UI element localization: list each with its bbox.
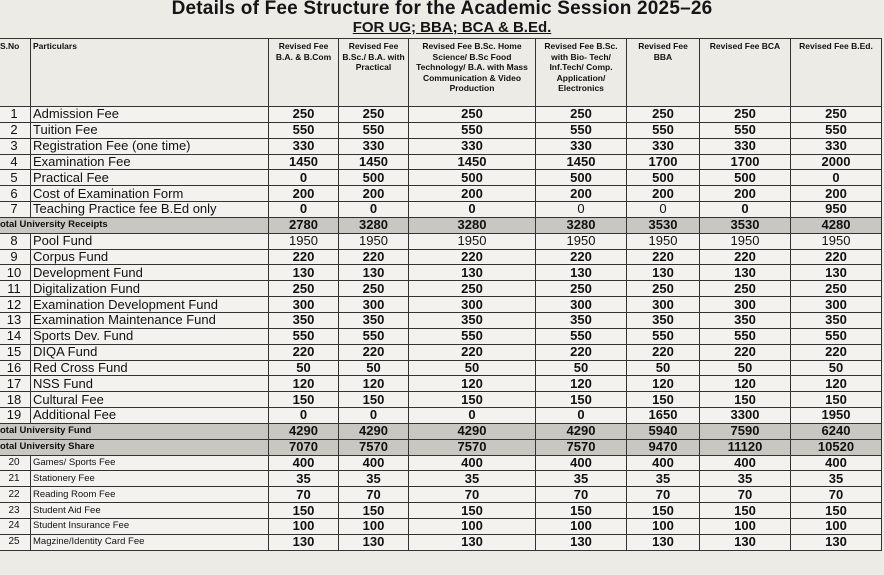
table-row	[0, 455, 882, 471]
row-sno: 11	[0, 281, 31, 297]
fee-value-cell: 50	[700, 360, 791, 376]
fee-value-cell: 1450	[409, 154, 536, 170]
fee-value-cell: 100	[627, 518, 700, 534]
fee-value-cell: 400	[269, 455, 339, 471]
row-particular: Practical Fee	[31, 170, 269, 186]
fee-value-cell: 250	[536, 281, 627, 297]
header-bba: Revised Fee BBA	[627, 39, 700, 107]
fee-value-cell: 200	[409, 186, 536, 202]
fee-value-cell: 120	[536, 376, 627, 392]
table-row	[0, 186, 882, 202]
fee-value-cell: 130	[269, 265, 339, 281]
fee-value-cell: 1950	[536, 233, 627, 249]
fee-value-cell: 1950	[339, 233, 409, 249]
fee-value-cell: 10520	[791, 439, 882, 455]
row-sno: 19	[0, 408, 31, 424]
fee-value-cell: 120	[409, 376, 536, 392]
fee-value-cell: 220	[409, 249, 536, 265]
table-header-row	[0, 39, 882, 107]
fee-value-cell: 400	[700, 455, 791, 471]
fee-value-cell: 50	[791, 360, 882, 376]
fee-value-cell: 550	[269, 328, 339, 344]
total-row	[0, 423, 882, 439]
fee-value-cell: 250	[627, 281, 700, 297]
fee-value-cell: 220	[791, 249, 882, 265]
fee-value-cell: 3280	[536, 217, 627, 233]
table-row	[0, 297, 882, 313]
fee-value-cell: 250	[269, 107, 339, 123]
fee-value-cell: 0	[409, 408, 536, 424]
fee-value-cell: 0	[791, 170, 882, 186]
fee-value-cell: 70	[269, 487, 339, 503]
fee-value-cell: 50	[409, 360, 536, 376]
row-sno: 21	[0, 471, 31, 487]
fee-value-cell: 0	[627, 202, 700, 218]
fee-value-cell: 300	[536, 297, 627, 313]
table-row	[0, 265, 882, 281]
fee-value-cell: 100	[700, 518, 791, 534]
row-sno: 17	[0, 376, 31, 392]
fee-value-cell: 330	[791, 138, 882, 154]
row-particular: Corpus Fund	[31, 249, 269, 265]
fee-value-cell: 330	[700, 138, 791, 154]
header-bsc-ba-practical: Revised Fee B.Sc./ B.A. with Practical	[339, 39, 409, 107]
fee-value-cell: 500	[700, 170, 791, 186]
row-sno: 22	[0, 487, 31, 503]
fee-value-cell: 0	[409, 202, 536, 218]
row-particular: Digitalization Fund	[31, 281, 269, 297]
table-row	[0, 122, 882, 138]
table-row	[0, 170, 882, 186]
table-row	[0, 328, 882, 344]
fee-value-cell: 0	[339, 408, 409, 424]
fee-value-cell: 7570	[409, 439, 536, 455]
table-row	[0, 249, 882, 265]
row-sno: 12	[0, 297, 31, 313]
fee-value-cell: 300	[700, 297, 791, 313]
fee-value-cell: 400	[409, 455, 536, 471]
fee-value-cell: 50	[627, 360, 700, 376]
header-particulars: Particulars	[31, 39, 269, 107]
table-row	[0, 312, 882, 328]
row-particular: Examination Fee	[31, 154, 269, 170]
fee-value-cell: 250	[791, 281, 882, 297]
fee-value-cell: 35	[339, 471, 409, 487]
fee-value-cell: 2000	[791, 154, 882, 170]
header-home-science: Revised Fee B.Sc. Home Science/ B.Sc Food Technology/ B.A. with Mass Communication & Video Production	[409, 39, 536, 107]
row-sno: 14	[0, 328, 31, 344]
fee-value-cell: 150	[339, 392, 409, 408]
total-row	[0, 217, 882, 233]
row-particular: Pool Fund	[31, 233, 269, 249]
fee-value-cell: 550	[627, 328, 700, 344]
table-row	[0, 360, 882, 376]
table-row	[0, 344, 882, 360]
fee-value-cell: 400	[791, 455, 882, 471]
row-particular: Development Fund	[31, 265, 269, 281]
table-body	[0, 107, 882, 551]
fee-value-cell: 120	[791, 376, 882, 392]
fee-value-cell: 130	[536, 534, 627, 550]
row-particular: Cultural Fee	[31, 392, 269, 408]
fee-value-cell: 250	[409, 107, 536, 123]
fee-value-cell: 550	[791, 122, 882, 138]
fee-value-cell: 50	[269, 360, 339, 376]
row-sno: 16	[0, 360, 31, 376]
fee-value-cell: 250	[536, 107, 627, 123]
table-row	[0, 281, 882, 297]
row-sno: 25	[0, 534, 31, 550]
row-sno: 8	[0, 233, 31, 249]
fee-value-cell: 150	[791, 503, 882, 519]
fee-value-cell: 120	[339, 376, 409, 392]
table-row	[0, 233, 882, 249]
header-sno: S.No	[0, 39, 31, 107]
fee-value-cell: 120	[269, 376, 339, 392]
fee-value-cell: 7070	[269, 439, 339, 455]
fee-value-cell: 150	[269, 503, 339, 519]
row-particular: Student Insurance Fee	[31, 518, 269, 534]
fee-value-cell: 250	[269, 281, 339, 297]
fee-value-cell: 250	[339, 281, 409, 297]
fee-value-cell: 150	[409, 503, 536, 519]
fee-value-cell: 0	[269, 170, 339, 186]
fee-value-cell: 5940	[627, 423, 700, 439]
fee-value-cell: 130	[269, 534, 339, 550]
fee-value-cell: 550	[791, 328, 882, 344]
fee-value-cell: 250	[700, 107, 791, 123]
fee-value-cell: 1950	[409, 233, 536, 249]
fee-value-cell: 35	[700, 471, 791, 487]
table-row	[0, 518, 882, 534]
fee-value-cell: 130	[627, 534, 700, 550]
fee-value-cell: 35	[627, 471, 700, 487]
fee-structure-table	[0, 38, 882, 551]
fee-value-cell: 250	[339, 107, 409, 123]
fee-value-cell: 3530	[627, 217, 700, 233]
fee-value-cell: 130	[339, 534, 409, 550]
fee-value-cell: 300	[627, 297, 700, 313]
fee-value-cell: 150	[700, 503, 791, 519]
row-particular: Examination Maintenance Fund	[31, 312, 269, 328]
fee-value-cell: 0	[269, 202, 339, 218]
fee-value-cell: 200	[269, 186, 339, 202]
row-sno: 18	[0, 392, 31, 408]
fee-value-cell: 220	[627, 344, 700, 360]
fee-value-cell: 550	[269, 122, 339, 138]
row-sno: 24	[0, 518, 31, 534]
fee-value-cell: 100	[339, 518, 409, 534]
fee-value-cell: 2780	[269, 217, 339, 233]
table-row	[0, 376, 882, 392]
fee-value-cell: 400	[627, 455, 700, 471]
fee-value-cell: 120	[700, 376, 791, 392]
fee-value-cell: 220	[269, 344, 339, 360]
fee-value-cell: 250	[700, 281, 791, 297]
fee-value-cell: 400	[536, 455, 627, 471]
fee-value-cell: 130	[700, 534, 791, 550]
row-particular: Stationery Fee	[31, 471, 269, 487]
fee-value-cell: 150	[627, 392, 700, 408]
fee-value-cell: 4290	[536, 423, 627, 439]
fee-value-cell: 200	[536, 186, 627, 202]
fee-value-cell: 3280	[409, 217, 536, 233]
row-particular: Teaching Practice fee B.Ed only	[31, 202, 269, 218]
fee-value-cell: 1450	[269, 154, 339, 170]
row-particular: Games/ Sports Fee	[31, 455, 269, 471]
fee-value-cell: 130	[409, 534, 536, 550]
fee-value-cell: 350	[536, 312, 627, 328]
fee-value-cell: 550	[536, 122, 627, 138]
fee-value-cell: 150	[339, 503, 409, 519]
fee-value-cell: 35	[536, 471, 627, 487]
row-sno: 2	[0, 122, 31, 138]
fee-value-cell: 1950	[791, 408, 882, 424]
fee-value-cell: 550	[339, 328, 409, 344]
fee-value-cell: 7570	[536, 439, 627, 455]
row-particular: DIQA Fund	[31, 344, 269, 360]
fee-value-cell: 0	[536, 408, 627, 424]
fee-value-cell: 550	[536, 328, 627, 344]
fee-value-cell: 330	[536, 138, 627, 154]
fee-value-cell: 100	[536, 518, 627, 534]
fee-value-cell: 220	[627, 249, 700, 265]
fee-value-cell: 130	[536, 265, 627, 281]
fee-value-cell: 220	[339, 249, 409, 265]
fee-value-cell: 4290	[339, 423, 409, 439]
fee-value-cell: 330	[339, 138, 409, 154]
fee-value-cell: 1450	[536, 154, 627, 170]
row-sno: 5	[0, 170, 31, 186]
fee-value-cell: 500	[627, 170, 700, 186]
fee-value-cell: 950	[791, 202, 882, 218]
fee-value-cell: 150	[627, 503, 700, 519]
fee-value-cell: 70	[791, 487, 882, 503]
fee-value-cell: 350	[269, 312, 339, 328]
fee-value-cell: 500	[536, 170, 627, 186]
total-label: otal University Receipts	[0, 217, 269, 233]
header-ba-bcom: Revised Fee B.A. & B.Com	[269, 39, 339, 107]
fee-value-cell: 500	[339, 170, 409, 186]
fee-value-cell: 70	[409, 487, 536, 503]
fee-value-cell: 250	[627, 107, 700, 123]
row-sno: 13	[0, 312, 31, 328]
table-row	[0, 154, 882, 170]
fee-value-cell: 550	[627, 122, 700, 138]
fee-value-cell: 500	[409, 170, 536, 186]
fee-value-cell: 220	[409, 344, 536, 360]
fee-value-cell: 300	[269, 297, 339, 313]
fee-value-cell: 250	[409, 281, 536, 297]
row-sno: 10	[0, 265, 31, 281]
fee-value-cell: 550	[700, 122, 791, 138]
fee-value-cell: 350	[627, 312, 700, 328]
fee-value-cell: 200	[627, 186, 700, 202]
total-label: otal University Share	[0, 439, 269, 455]
table-row	[0, 503, 882, 519]
fee-value-cell: 150	[536, 392, 627, 408]
table-row	[0, 392, 882, 408]
fee-value-cell: 150	[536, 503, 627, 519]
fee-value-cell: 220	[700, 344, 791, 360]
fee-value-cell: 330	[409, 138, 536, 154]
page-subtitle: FOR UG; BBA; BCA & B.Ed.	[352, 19, 552, 36]
fee-value-cell: 400	[339, 455, 409, 471]
fee-value-cell: 130	[339, 265, 409, 281]
fee-value-cell: 330	[627, 138, 700, 154]
table-row	[0, 202, 882, 218]
fee-value-cell: 200	[700, 186, 791, 202]
fee-value-cell: 550	[700, 328, 791, 344]
fee-value-cell: 350	[409, 312, 536, 328]
table-row	[0, 107, 882, 123]
fee-value-cell: 3300	[700, 408, 791, 424]
fee-value-cell: 350	[339, 312, 409, 328]
row-particular: Admission Fee	[31, 107, 269, 123]
header-bed: Revised Fee B.Ed.	[791, 39, 882, 107]
fee-value-cell: 220	[791, 344, 882, 360]
fee-value-cell: 7570	[339, 439, 409, 455]
fee-value-cell: 7590	[700, 423, 791, 439]
fee-value-cell: 1950	[627, 233, 700, 249]
fee-value-cell: 70	[536, 487, 627, 503]
fee-value-cell: 0	[700, 202, 791, 218]
fee-value-cell: 70	[339, 487, 409, 503]
fee-value-cell: 250	[791, 107, 882, 123]
fee-value-cell: 3530	[700, 217, 791, 233]
header-bca: Revised Fee BCA	[700, 39, 791, 107]
row-sno: 7	[0, 202, 31, 218]
row-particular: Sports Dev. Fund	[31, 328, 269, 344]
fee-value-cell: 1950	[791, 233, 882, 249]
fee-value-cell: 550	[339, 122, 409, 138]
table-row	[0, 534, 882, 550]
table-row	[0, 471, 882, 487]
row-particular: Magzine/Identity Card Fee	[31, 534, 269, 550]
fee-value-cell: 350	[791, 312, 882, 328]
row-particular: Registration Fee (one time)	[31, 138, 269, 154]
row-particular: Tuition Fee	[31, 122, 269, 138]
total-label: otal University Fund	[0, 423, 269, 439]
total-row	[0, 439, 882, 455]
fee-value-cell: 1650	[627, 408, 700, 424]
row-sno: 3	[0, 138, 31, 154]
fee-value-cell: 300	[409, 297, 536, 313]
fee-value-cell: 130	[700, 265, 791, 281]
fee-value-cell: 6240	[791, 423, 882, 439]
fee-value-cell: 150	[791, 392, 882, 408]
fee-value-cell: 130	[791, 534, 882, 550]
fee-value-cell: 220	[269, 249, 339, 265]
fee-value-cell: 350	[700, 312, 791, 328]
fee-value-cell: 150	[409, 392, 536, 408]
fee-value-cell: 200	[791, 186, 882, 202]
fee-value-cell: 130	[791, 265, 882, 281]
fee-value-cell: 1450	[339, 154, 409, 170]
fee-value-cell: 100	[409, 518, 536, 534]
fee-value-cell: 1950	[700, 233, 791, 249]
fee-value-cell: 220	[339, 344, 409, 360]
fee-value-cell: 330	[269, 138, 339, 154]
fee-value-cell: 300	[791, 297, 882, 313]
header-bsc-biotech: Revised Fee B.Sc. with Bio- Tech/ Inf.Tech/ Comp. Application/ Electronics	[536, 39, 627, 107]
row-particular: Additional Fee	[31, 408, 269, 424]
row-particular: Examination Development Fund	[31, 297, 269, 313]
fee-value-cell: 1950	[269, 233, 339, 249]
row-particular: Cost of Examination Form	[31, 186, 269, 202]
row-sno: 1	[0, 107, 31, 123]
fee-value-cell: 0	[269, 408, 339, 424]
fee-value-cell: 550	[409, 122, 536, 138]
fee-value-cell: 50	[339, 360, 409, 376]
fee-value-cell: 150	[269, 392, 339, 408]
fee-value-cell: 50	[536, 360, 627, 376]
fee-value-cell: 120	[627, 376, 700, 392]
fee-value-cell: 0	[536, 202, 627, 218]
fee-value-cell: 70	[627, 487, 700, 503]
row-particular: Reading Room Fee	[31, 487, 269, 503]
fee-value-cell: 130	[627, 265, 700, 281]
fee-value-cell: 220	[536, 344, 627, 360]
fee-value-cell: 150	[700, 392, 791, 408]
fee-value-cell: 220	[700, 249, 791, 265]
table-row	[0, 138, 882, 154]
fee-value-cell: 200	[339, 186, 409, 202]
row-sno: 20	[0, 455, 31, 471]
fee-value-cell: 70	[700, 487, 791, 503]
fee-value-cell: 11120	[700, 439, 791, 455]
fee-value-cell: 1700	[700, 154, 791, 170]
row-sno: 6	[0, 186, 31, 202]
fee-value-cell: 220	[536, 249, 627, 265]
fee-value-cell: 130	[409, 265, 536, 281]
fee-value-cell: 3280	[339, 217, 409, 233]
row-particular: Red Cross Fund	[31, 360, 269, 376]
row-sno: 9	[0, 249, 31, 265]
fee-value-cell: 4290	[409, 423, 536, 439]
fee-value-cell: 100	[269, 518, 339, 534]
table-row	[0, 408, 882, 424]
row-particular: Student Aid Fee	[31, 503, 269, 519]
page-title: Details of Fee Structure for the Academic Session 2025–26	[171, 0, 713, 19]
fee-value-cell: 35	[269, 471, 339, 487]
fee-value-cell: 35	[409, 471, 536, 487]
fee-value-cell: 1700	[627, 154, 700, 170]
fee-value-cell: 100	[791, 518, 882, 534]
fee-value-cell: 0	[339, 202, 409, 218]
fee-value-cell: 550	[409, 328, 536, 344]
row-sno: 15	[0, 344, 31, 360]
row-particular: NSS Fund	[31, 376, 269, 392]
fee-value-cell: 35	[791, 471, 882, 487]
row-sno: 23	[0, 503, 31, 519]
row-sno: 4	[0, 154, 31, 170]
fee-value-cell: 9470	[627, 439, 700, 455]
table-row	[0, 487, 882, 503]
fee-value-cell: 4290	[269, 423, 339, 439]
fee-value-cell: 300	[339, 297, 409, 313]
fee-value-cell: 4280	[791, 217, 882, 233]
